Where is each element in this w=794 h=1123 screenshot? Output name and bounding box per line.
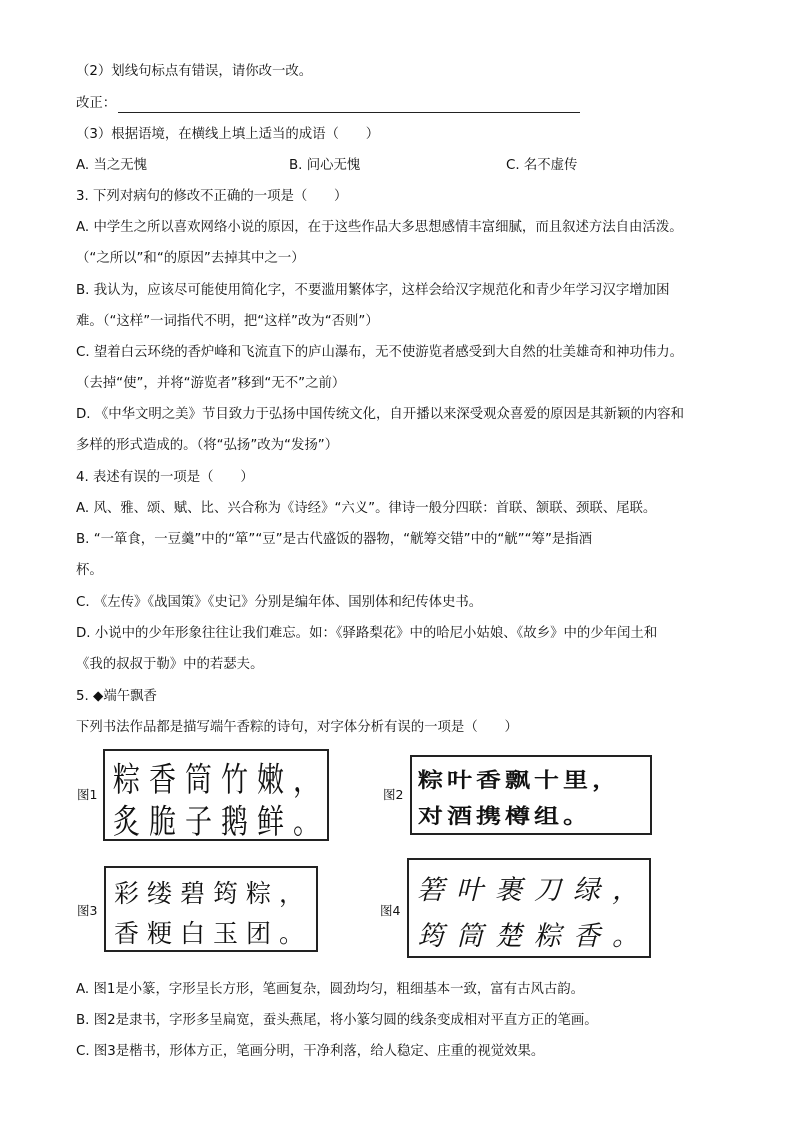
- question5-option-a: A. 图1是小篆，字形呈长方形，笔画复杂，圆劲均匀，粗细基本一致，富有古风古韵。: [76, 982, 585, 997]
- calligraphy-row: 粽香筒竹嫩，: [113, 760, 329, 800]
- question4-line: B. “一箪食，一豆羹”中的“箪”“豆”是古代盛饭的器物，“觥筹交错”中的“觥”“筹”是指酒: [76, 532, 593, 547]
- calligraphy-row: 对酒携樽组。: [418, 804, 593, 829]
- question4-line: D. 小说中的少年形象往往让我们难忘。如：《驿路梨花》中的哈尼小姑娘、《故乡》中的少年闰土和: [76, 626, 658, 641]
- question3-line: D. 《中华文明之美》节目致力于弘扬中国传统文化，自开播以来深受观众喜爱的原因是其新颖的内容和: [76, 407, 685, 422]
- question5-option-c: C. 图3是楷书，形体方正，笔画分明，干净利落，给人稳定、庄重的视觉效果。: [76, 1044, 545, 1059]
- question3-line: （去掉“使”，并将“游览者”移到“无不”之前）: [76, 376, 346, 391]
- q3-sub-option-b: B. 问心无愧: [289, 158, 361, 173]
- q2-correction-label: 改正：: [76, 96, 117, 111]
- question5-stem: 下列书法作品都是描写端午香粽的诗句，对字体分析有误的一项是（ ）: [76, 720, 518, 735]
- calligraphy-row: 筠筒楚粽香。: [417, 921, 651, 952]
- question4-line: C. 《左传》《战国策》《史记》分别是编年体、国别体和纪传体史书。: [76, 595, 483, 610]
- question3-line: 多样的形式造成的。（将“弘扬”改为“发扬”）: [76, 438, 339, 453]
- question3-line: A. 中学生之所以喜欢网络小说的原因，在于这些作品大多思想感情丰富细腻，而且叙述方法自由活泼。: [76, 220, 683, 235]
- figure4-calligraphy: [407, 858, 651, 958]
- answer-blank-line: [118, 99, 580, 113]
- figure2-label: 图2: [383, 787, 404, 802]
- question4-line: 《我的叔叔于勒》中的若瑟夫。: [76, 657, 264, 672]
- figure4-label: 图4: [380, 903, 401, 918]
- question3-line: 难。（“这样”一词指代不明，把“这样”改为“否则”）: [76, 314, 379, 329]
- question3-line: （“之所以”和“的原因”去掉其中之一）: [76, 251, 305, 266]
- question4-line: 杯。: [76, 563, 103, 578]
- q3-sub-option-c: C. 名不虚传: [506, 158, 578, 173]
- question3-stem: 3. 下列对病句的修改不正确的一项是（ ）: [76, 189, 348, 204]
- question4-line: A. 风、雅、颂、赋、比、兴合称为《诗经》“六义”。律诗一般分四联：首联、颔联、颈联、尾联。: [76, 501, 657, 516]
- question3-line: B. 我认为，应该尽可能使用简化字，不要滥用繁体字，这样会给汉字规范化和青少年学习汉字增加困: [76, 283, 670, 298]
- calligraphy-row: 粽叶香飘十里，: [418, 768, 622, 793]
- figure3-calligraphy: [104, 866, 318, 952]
- figure3-label: 图3: [77, 903, 98, 918]
- calligraphy-row: 炙脆子鹅鲜。: [113, 802, 329, 842]
- figure2-calligraphy: [410, 755, 652, 835]
- question5-option-b: B. 图2是隶书，字形多呈扁宽，蚕头燕尾，将小篆匀圆的线条变成相对平直方正的笔画。: [76, 1013, 598, 1028]
- figure1-label: 图1: [77, 787, 98, 802]
- calligraphy-row: 香粳白玉团。: [114, 919, 313, 948]
- calligraphy-row: 箬叶裹刀绿，: [417, 875, 651, 906]
- q2-correction-row: [76, 95, 580, 113]
- question3-line: C. 望着白云环绕的香炉峰和飞流直下的庐山瀑布，无不使游览者感受到大自然的壮美雄奇和神功伟力。: [76, 345, 684, 360]
- q3-sub-option-a: A. 当之无愧: [76, 158, 147, 173]
- question5-title: 5. ◆端午飘香: [76, 689, 157, 704]
- q2-prompt: （2）划线句标点有错误，请你改一改。: [76, 64, 313, 79]
- q3-sub-prompt: （3）根据语境，在横线上填上适当的成语（ ）: [76, 127, 380, 142]
- question4-stem: 4. 表述有误的一项是（ ）: [76, 470, 254, 485]
- figure1-calligraphy: [103, 749, 329, 841]
- calligraphy-row: 彩缕碧筠粽，: [114, 879, 313, 908]
